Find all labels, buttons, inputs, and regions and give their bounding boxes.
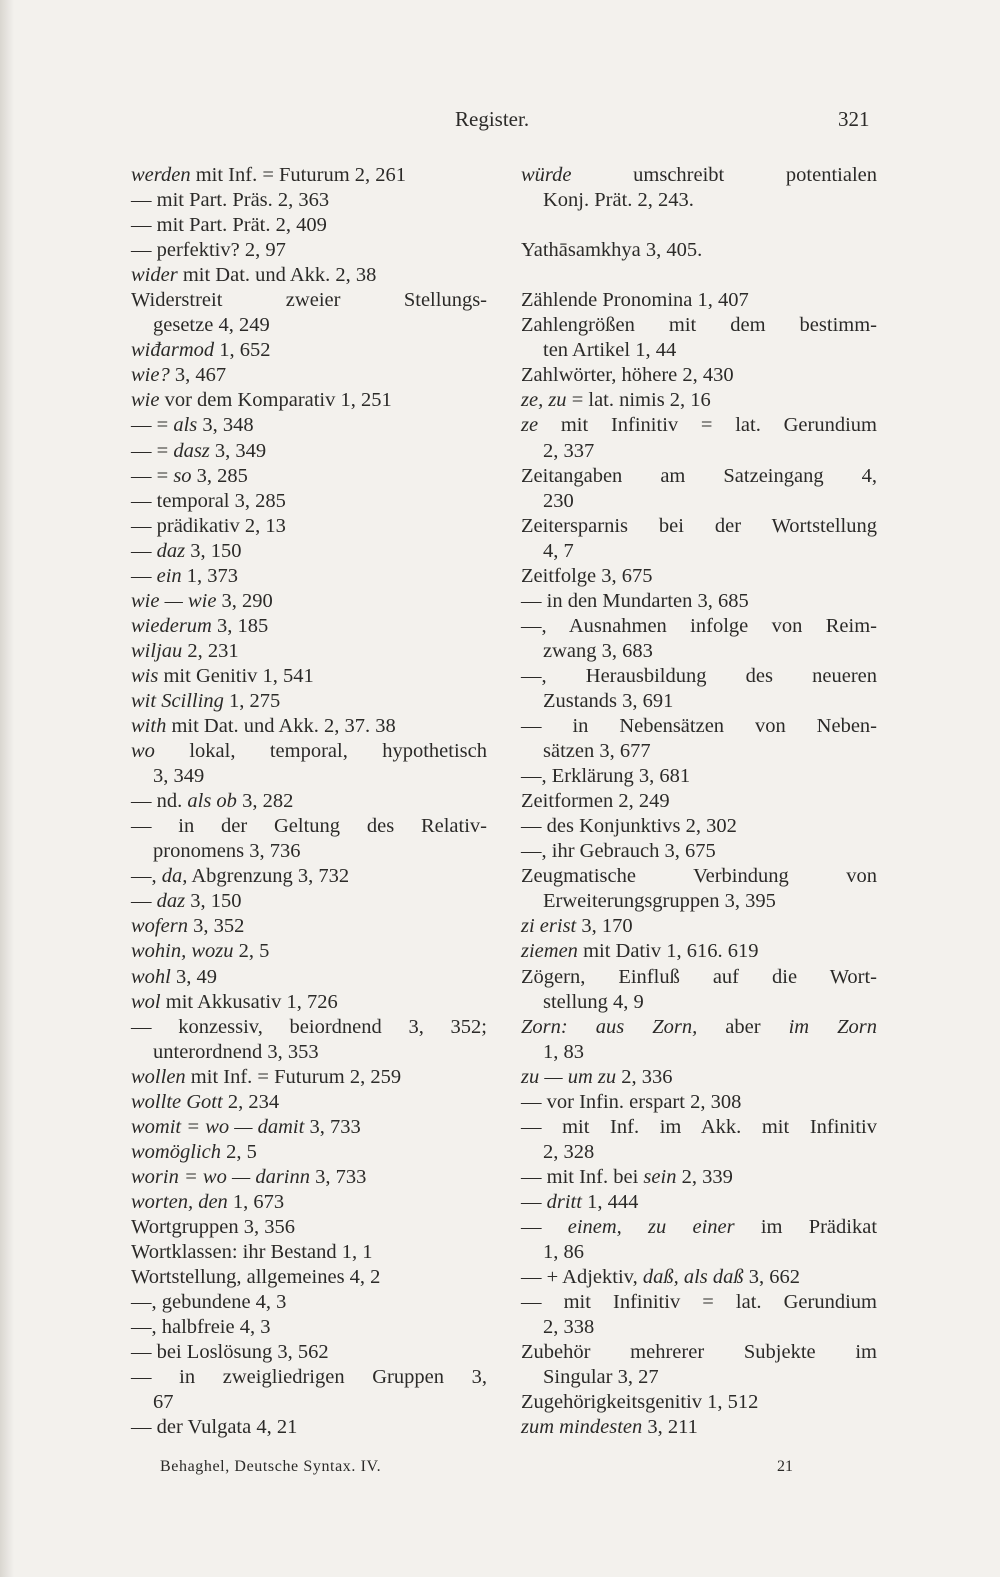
entry-term-italic: wie?: [131, 364, 170, 387]
index-entry: [521, 514, 877, 539]
entry-text: 2, 5: [233, 940, 270, 963]
entry-text: — des Konjunktivs 2, 302: [521, 815, 737, 838]
entry-text: —, ihr Gebrauch 3, 675: [521, 840, 716, 863]
entry-term-italic: wohl: [131, 965, 171, 988]
entry-term-italic: zu — um zu: [521, 1065, 617, 1088]
entry-text: Zugehörigkeitsgenitiv 1, 512: [521, 1391, 759, 1414]
entry-term-italic: wollte Gott: [131, 1090, 223, 1113]
entry-text: Zögern, Einfluß auf die Wort-: [521, 965, 877, 988]
index-entry: [521, 714, 877, 739]
index-entry: [131, 1365, 487, 1390]
index-entry-continuation: [521, 188, 877, 213]
entry-text: Zeitformen 2, 249: [521, 790, 670, 813]
index-entry-continuation: [521, 489, 877, 514]
index-entry: [131, 288, 487, 313]
index-entry: [131, 514, 487, 539]
index-entry: [521, 1215, 877, 1240]
entry-text: 1, 86: [543, 1241, 584, 1264]
index-entry: [131, 464, 487, 489]
index-entry: [521, 564, 877, 589]
index-entry: [521, 413, 877, 438]
entry-text: 3, 352: [187, 915, 245, 938]
entry-text: —: [131, 890, 157, 913]
index-entry: [521, 464, 877, 489]
entry-text: 1, 673: [227, 1190, 285, 1213]
entry-text: 3, 290: [216, 589, 273, 612]
entry-text: 3, 211: [642, 1416, 698, 1439]
index-entry-continuation: [521, 1365, 877, 1390]
entry-text: — in zweigliedrigen Gruppen 3,: [131, 1366, 487, 1389]
entry-text: 230: [543, 489, 574, 512]
entry-term-italic: zi erist: [521, 915, 577, 938]
page-number: 321: [838, 107, 870, 131]
index-entry: [521, 313, 877, 338]
index-entry: [131, 338, 487, 363]
entry-text: —, gebundene 4, 3: [131, 1291, 287, 1314]
entry-term-italic: wo: [131, 740, 155, 763]
entry-text: — nd.: [131, 790, 188, 813]
entry-term-italic: dasz: [173, 439, 210, 462]
index-entry: [131, 914, 487, 939]
entry-text: — in Nebensätzen von Neben-: [521, 715, 877, 738]
entry-text: — in der Geltung des Relativ-: [131, 815, 487, 838]
entry-text: Wortgruppen 3, 356: [131, 1215, 296, 1238]
entry-text: — konzessiv, beiordnend 3, 352;: [131, 1015, 487, 1038]
entry-text: 3, 733: [310, 1165, 367, 1188]
entry-text: stellung 4, 9: [543, 990, 644, 1013]
index-entry: [131, 639, 487, 664]
entry-text: — bei Loslösung 3, 562: [131, 1341, 329, 1364]
entry-text: 1, 652: [214, 339, 271, 362]
entry-text: 3, 349: [209, 439, 267, 462]
index-entry: [521, 163, 877, 188]
index-entry: [131, 489, 487, 514]
entry-text: 3, 282: [236, 790, 294, 813]
entry-text: —, Ausnahmen infolge von Reim-: [521, 614, 877, 637]
entry-text: — in den Mundarten 3, 685: [521, 589, 749, 612]
entry-term-italic: daz: [156, 890, 186, 913]
index-entry: [131, 1240, 487, 1265]
entry-text: — =: [131, 414, 174, 437]
entry-text: —, Herausbildung des neueren: [521, 664, 877, 687]
index-entry: [131, 714, 487, 739]
index-entry: [131, 539, 487, 564]
entry-text: 2, 338: [543, 1316, 595, 1339]
entry-text: gesetze 4, 249: [153, 314, 270, 337]
index-entry-continuation: [131, 1390, 487, 1415]
entry-term-italic: als: [173, 414, 198, 437]
index-entry: [131, 1190, 487, 1215]
index-entry: [521, 1065, 877, 1090]
index-entry: [521, 1115, 877, 1140]
index-entry: [131, 413, 487, 438]
index-entry: [131, 238, 487, 263]
index-entry: [131, 789, 487, 814]
entry-text: Erweiterungsgruppen 3, 395: [543, 890, 776, 913]
entry-term-italic: wie: [131, 389, 160, 412]
entry-term-italic: würde: [521, 164, 572, 186]
index-entry: [131, 614, 487, 639]
index-entry: [131, 889, 487, 914]
index-entry: [131, 1140, 487, 1165]
entry-text: — temporal 3, 285: [131, 489, 286, 512]
index-entry: [131, 1265, 487, 1290]
entry-text: 3, 150: [185, 890, 242, 913]
index-entry-continuation: [521, 889, 877, 914]
entry-text: —: [521, 1215, 568, 1238]
entry-text: Zeitfolge 3, 675: [521, 564, 653, 587]
index-entry: [521, 939, 877, 964]
entry-term-italic: ze, zu: [521, 389, 567, 412]
entry-term-italic: wit Scilling: [131, 689, 224, 712]
index-entry-continuation: [521, 1140, 877, 1165]
entry-text: Zählende Pronomina 1, 407: [521, 289, 749, 312]
entry-text: aber: [697, 1015, 789, 1038]
entry-term-italic: als ob: [187, 790, 237, 813]
index-entry: [521, 764, 877, 789]
index-column-left: [131, 163, 487, 1440]
entry-text: mit Inf. = Futurum 2, 259: [185, 1065, 402, 1088]
entry-text: Zahlwörter, höhere 2, 430: [521, 364, 734, 387]
entry-text: mit Akkusativ 1, 726: [160, 990, 338, 1013]
index-entry: [131, 1290, 487, 1315]
index-entry: [131, 814, 487, 839]
index-entry: [521, 614, 877, 639]
entry-text: — =: [131, 464, 174, 487]
index-entry-continuation: [521, 338, 877, 363]
index-entry: [521, 1015, 877, 1040]
index-entry: [521, 1340, 877, 1365]
entry-text: 2, 336: [616, 1065, 673, 1088]
index-entry: [131, 1415, 487, 1440]
entry-text: mit Dativ 1, 616. 619: [577, 940, 759, 963]
index-entry: [131, 263, 487, 288]
entry-term-italic: da,: [161, 865, 188, 888]
entry-text: 4, 7: [543, 539, 574, 562]
index-entry: [131, 689, 487, 714]
entry-text: lokal, temporal, hypothetisch: [154, 740, 487, 763]
entry-text: Wortstellung, allgemeines 4, 2: [131, 1266, 381, 1289]
entry-text: 67: [153, 1391, 174, 1414]
index-entry: [521, 1415, 877, 1440]
entry-text: —: [131, 539, 157, 562]
index-entry-continuation: [521, 739, 877, 764]
entry-term-italic: wohin, wozu: [131, 940, 234, 963]
index-entry-continuation: [131, 1040, 487, 1065]
index-entry: [131, 664, 487, 689]
index-entry: [521, 839, 877, 864]
index-entry: [131, 213, 487, 238]
running-header-title: Register.: [455, 107, 530, 131]
index-entry: [521, 1165, 877, 1190]
entry-text: —, halbfreie 4, 3: [131, 1316, 271, 1339]
blank-line: [521, 213, 877, 238]
entry-text: 3, 185: [211, 614, 269, 637]
entry-text: mit Dat. und Akk. 2, 38: [177, 264, 377, 287]
index-entry-continuation: [131, 764, 487, 789]
entry-text: 1, 444: [581, 1190, 639, 1213]
entry-term-italic: Zorn: aus Zorn,: [521, 1015, 698, 1038]
index-entry-continuation: [521, 639, 877, 664]
entry-text: 2, 328: [543, 1140, 595, 1163]
index-entry-continuation: [131, 313, 487, 338]
index-entry: [131, 1090, 487, 1115]
entry-text: 3, 467: [169, 364, 227, 387]
index-entry: [521, 1390, 877, 1415]
entry-text: — der Vulgata 4, 21: [131, 1416, 298, 1439]
entry-term-italic: wiljau: [131, 639, 183, 662]
entry-term-italic: ein: [156, 564, 182, 587]
entry-text: — prädikativ 2, 13: [131, 514, 286, 537]
index-entry: [521, 1090, 877, 1115]
entry-text: Wortklassen: ihr Bestand 1, 1: [131, 1241, 373, 1264]
entry-term-italic: wiederum: [131, 614, 212, 637]
entry-term-italic: wol: [131, 990, 161, 1013]
index-entry: [131, 1315, 487, 1340]
entry-text: sätzen 3, 677: [543, 740, 651, 763]
entry-text: mit Inf. = Futurum 2, 261: [190, 164, 407, 186]
entry-text: 2, 231: [182, 639, 239, 662]
index-entry: [521, 1190, 877, 1215]
entry-term-italic: womit = wo — damit: [131, 1115, 305, 1138]
index-entry: [521, 589, 877, 614]
entry-text: Widerstreit zweier Stellungs-: [131, 289, 487, 312]
entry-text: —: [521, 1190, 547, 1213]
entry-term-italic: dritt: [546, 1190, 582, 1213]
entry-text: Zustands 3, 691: [543, 689, 674, 712]
entry-text: — perfektiv? 2, 97: [131, 239, 286, 262]
entry-text: Yathāsamkhya 3, 405.: [521, 239, 703, 262]
entry-term-italic: zum mindesten: [521, 1416, 643, 1439]
index-entry: [131, 1015, 487, 1040]
index-entry-continuation: [521, 439, 877, 464]
index-entry: [131, 864, 487, 889]
entry-text: —,: [131, 865, 162, 888]
entry-term-italic: wofern: [131, 915, 188, 938]
footer-signature: Behaghel, Deutsche Syntax. IV.: [160, 1458, 382, 1475]
entry-term-italic: wiđarmod: [131, 339, 215, 362]
entry-term-italic: werden: [131, 164, 191, 186]
entry-text: Zubehör mehrerer Subjekte im: [521, 1341, 877, 1364]
entry-text: pronomens 3, 736: [153, 840, 301, 863]
index-entry: [521, 1290, 877, 1315]
index-entry: [521, 965, 877, 990]
entry-text: Zahlengrößen mit dem bestimm-: [521, 314, 877, 337]
entry-text: 3, 170: [576, 915, 633, 938]
entry-term-italic: daz: [156, 539, 186, 562]
index-entry: [521, 914, 877, 939]
entry-text: ten Artikel 1, 44: [543, 339, 677, 362]
entry-text: 3, 49: [170, 965, 217, 988]
index-entry-continuation: [131, 839, 487, 864]
entry-term-italic: so: [173, 464, 192, 487]
index-entry-continuation: [521, 539, 877, 564]
entry-text: = lat. nimis 2, 16: [566, 389, 711, 412]
entry-term-italic: with: [131, 715, 167, 738]
entry-text: — + Adjektiv,: [521, 1266, 643, 1289]
index-entry: [131, 363, 487, 388]
index-entry: [521, 363, 877, 388]
entry-text: 3, 348: [197, 414, 254, 437]
entry-text: — mit Infinitiv = lat. Gerundium: [521, 1291, 877, 1314]
index-entry: [131, 589, 487, 614]
entry-text: 3, 150: [185, 539, 242, 562]
entry-term-italic: sein: [643, 1165, 677, 1188]
entry-text: mit Infinitiv = lat. Gerundium: [538, 414, 877, 437]
entry-text: —: [131, 564, 157, 587]
index-entry: [131, 388, 487, 413]
entry-text: Zeugmatische Verbindung von: [521, 865, 877, 888]
entry-text: 2, 234: [222, 1090, 280, 1113]
entry-text: mit Genitiv 1, 541: [158, 664, 314, 687]
entry-text: mit Dat. und Akk. 2, 37. 38: [166, 715, 396, 738]
entry-text: 2, 337: [543, 439, 595, 462]
index-entry: [131, 739, 487, 764]
entry-text: Abgrenzung 3, 732: [187, 865, 350, 888]
index-entry: [131, 564, 487, 589]
entry-text: — mit Part. Prät. 2, 409: [131, 214, 327, 237]
entry-term-italic: einem, zu einer: [567, 1215, 735, 1238]
entry-text: 3, 285: [191, 464, 248, 487]
index-entry: [131, 439, 487, 464]
index-entry: [131, 990, 487, 1015]
entry-text: — mit Part. Präs. 2, 363: [131, 189, 330, 212]
entry-text: Zeitangaben am Satzeingang 4,: [521, 464, 877, 487]
entry-text: 1, 373: [181, 564, 239, 587]
blank-line: [521, 263, 877, 288]
entry-text: 1, 275: [223, 689, 281, 712]
entry-text: 3, 733: [304, 1115, 361, 1138]
index-entry: [131, 188, 487, 213]
index-entry: [521, 789, 877, 814]
index-entry: [521, 664, 877, 689]
index-entry: [521, 814, 877, 839]
index-entry: [131, 1340, 487, 1365]
entry-term-italic: worin = wo — darinn: [131, 1165, 311, 1188]
entry-term-italic: im Zorn: [788, 1015, 878, 1038]
entry-text: 2, 339: [676, 1165, 733, 1188]
index-entry: [521, 238, 877, 263]
index-entry-continuation: [521, 1315, 877, 1340]
footer-sheet-number: 21: [777, 1458, 793, 1475]
entry-term-italic: wie — wie: [131, 589, 217, 612]
index-entry: [131, 1215, 487, 1240]
entry-text: zwang 3, 683: [543, 639, 653, 662]
index-entry-continuation: [521, 689, 877, 714]
index-entry: [131, 163, 487, 188]
index-entry-continuation: [521, 1240, 877, 1265]
index-entry-continuation: [521, 1040, 877, 1065]
index-entry: [521, 388, 877, 413]
entry-text: umschreibt potentialen: [571, 164, 877, 186]
entry-text: 1, 83: [543, 1040, 584, 1063]
entry-text: im Prädikat: [734, 1215, 878, 1238]
index-entry: [131, 965, 487, 990]
scan-edge-shadow: [0, 0, 14, 1577]
index-entry: [131, 1065, 487, 1090]
index-entry: [131, 939, 487, 964]
entry-text: unterordnend 3, 353: [153, 1040, 319, 1063]
entry-term-italic: wis: [131, 664, 159, 687]
index-entry: [521, 288, 877, 313]
entry-text: — mit Inf. bei: [521, 1165, 644, 1188]
index-entry-continuation: [521, 990, 877, 1015]
entry-text: — =: [131, 439, 174, 462]
entry-text: vor dem Komparativ 1, 251: [159, 389, 392, 412]
entry-term-italic: ziemen: [521, 940, 578, 963]
entry-text: Singular 3, 27: [543, 1366, 659, 1389]
entry-text: Zeitersparnis bei der Wortstellung: [521, 514, 877, 537]
entry-text: —, Erklärung 3, 681: [521, 765, 691, 788]
entry-text: Konj. Prät. 2, 243.: [543, 189, 694, 212]
index-column-right: [521, 163, 877, 1440]
index-entry: [131, 1115, 487, 1140]
entry-term-italic: daß, als daß: [642, 1266, 744, 1289]
entry-term-italic: ze: [521, 414, 539, 437]
index-entry: [131, 1165, 487, 1190]
entry-text: — mit Inf. im Akk. mit Infinitiv: [521, 1115, 877, 1138]
entry-text: 2, 5: [220, 1140, 257, 1163]
index-entry: [521, 1265, 877, 1290]
entry-text: — vor Infin. erspart 2, 308: [521, 1090, 742, 1113]
entry-term-italic: wollen: [131, 1065, 186, 1088]
entry-term-italic: worten, den: [131, 1190, 228, 1213]
entry-text: 3, 662: [743, 1266, 801, 1289]
entry-text: 3, 349: [153, 765, 205, 788]
entry-term-italic: wider: [131, 264, 178, 287]
index-entry: [521, 864, 877, 889]
entry-term-italic: womöglich: [131, 1140, 221, 1163]
